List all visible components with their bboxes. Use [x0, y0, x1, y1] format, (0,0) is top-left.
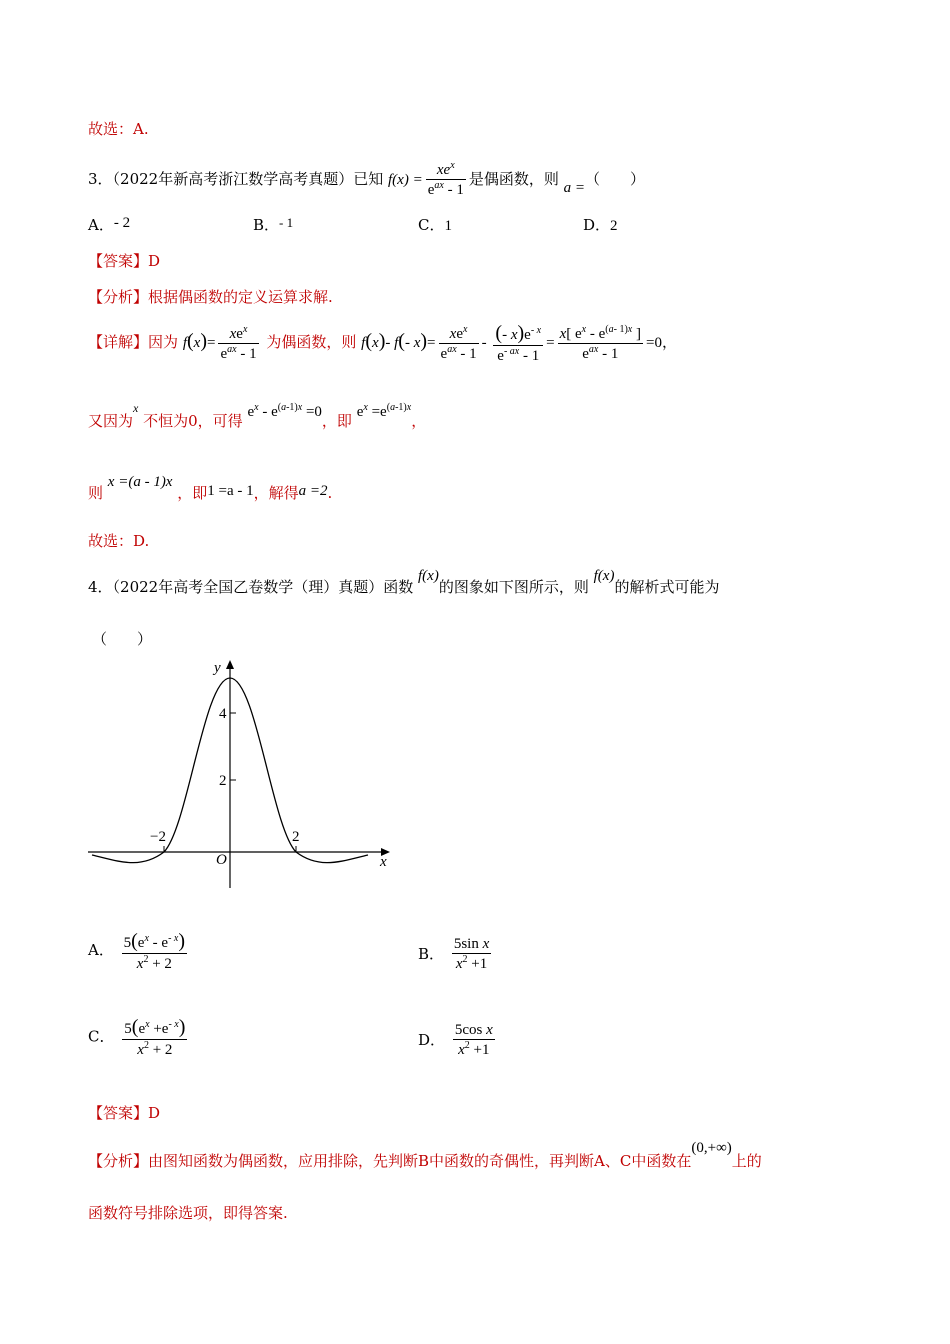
q4-stem — [88, 568, 720, 597]
analysis-text: 根据偶函数的定义运算求解. — [148, 288, 333, 306]
answer-tag: 【答案】 — [88, 1104, 149, 1122]
answer-value: D — [148, 252, 161, 270]
option-label: A． — [88, 940, 114, 959]
line2-eq1-rhs: =0 — [305, 404, 322, 420]
q4-source: （2022年高考全国乙卷数学（理）真题）函数 — [112, 578, 414, 596]
q3-analysis — [88, 286, 333, 307]
prev-conclusion: 故选：A. — [88, 120, 149, 138]
analysis-interval: (0,+∞) — [691, 1140, 732, 1156]
answer-value: D — [148, 1104, 161, 1122]
q3-a-eq: a = — [563, 179, 585, 196]
q3-answer — [88, 250, 160, 271]
q3-option-a[interactable] — [88, 214, 130, 235]
q3-number: 3． — [88, 169, 113, 188]
line3-c: ，解得 — [253, 484, 299, 502]
option-value: 1 — [444, 218, 452, 234]
option-label: C． — [418, 216, 445, 234]
line2-a: 又因为 — [88, 412, 134, 430]
q3-detail-line2 — [88, 401, 427, 431]
q4-fx-2: f(x) — [593, 568, 615, 584]
line3-eq2: 1 =a - 1 — [207, 483, 254, 499]
q4-analysis-line2: 函数符号排除选项，即得答案. — [88, 1204, 288, 1222]
analysis-tag: 【分析】 — [88, 288, 149, 306]
answer-tag: 【答案】 — [88, 252, 149, 270]
option-value: 2 — [610, 218, 618, 234]
line3-a: 则 — [88, 484, 104, 502]
line3-d: . — [327, 484, 333, 502]
q3-frac-den-tail: - 1 — [443, 182, 464, 199]
q3-detail — [88, 322, 677, 365]
line3-eq: x =(a - 1)x — [107, 474, 173, 490]
q3-option-c[interactable] — [418, 214, 452, 235]
q3-frac-num-sup: x — [450, 160, 455, 171]
line2-x: x — [133, 401, 139, 415]
option-fraction: $\frac{\text{5cos x}}{x^2 +1}$ — [454, 1022, 493, 1059]
line2-eq2: $e^x =e^{(a-1)x}$ — [356, 402, 412, 420]
q3-frac-den: e — [427, 182, 435, 199]
y-axis-arrow — [226, 660, 234, 669]
y-tick-label-2: 2 — [219, 773, 227, 789]
q3-source: （2022年新高考浙江数学高考真题）已知 — [112, 169, 384, 188]
x-label: x — [380, 854, 387, 870]
line3-b: ，即 — [177, 484, 208, 502]
q4-analysis — [88, 1140, 762, 1171]
detail-eq1: f(x)= $\frac{xe^x}{e^{ax} - 1}$ — [182, 323, 257, 363]
option-label: C． — [88, 1027, 115, 1046]
detail-because: 因为 — [148, 333, 179, 352]
q4-blank: （ ） — [92, 630, 153, 648]
q4-option-d[interactable] — [418, 1022, 498, 1060]
option-value: - 1 — [279, 215, 294, 230]
option-fraction: $\frac{\text{5sin x}}{x^2 +1}$ — [453, 936, 490, 973]
q4-answer — [88, 1102, 160, 1123]
detail-is-even: 为偶函数，则 — [266, 333, 357, 352]
q3-option-b[interactable] — [253, 214, 293, 235]
q3-fx-label: f(x) = — [388, 171, 423, 188]
line2-b: 不恒为0，可得 — [143, 412, 243, 430]
analysis-tag: 【分析】 — [88, 1152, 149, 1170]
q4-fx-1: f(x) — [418, 568, 439, 584]
y-label: y — [214, 660, 221, 676]
q3-option-d[interactable] — [583, 214, 618, 235]
q3-stem — [88, 160, 645, 200]
q3-mid-text: 是偶函数，则 — [468, 169, 559, 188]
y-tick-label-4: 4 — [219, 706, 227, 722]
origin-label: O — [216, 852, 227, 868]
q4-number: 4． — [88, 578, 113, 596]
q4-function-graph — [84, 656, 394, 896]
x-tick-label-2: 2 — [292, 829, 300, 845]
line2-eq1: $e^x - e^{(a-1)x} =0$ — [247, 402, 322, 420]
option-label: B． — [253, 216, 280, 234]
detail-tag: 【详解】 — [88, 333, 149, 352]
q4-text2: 的解析式可能为 — [614, 578, 720, 596]
q3-blank: （ ） — [585, 169, 646, 188]
q4-text1: 的图象如下图所示，则 — [438, 578, 589, 596]
detail-eq-zero: =0， — [646, 335, 677, 352]
option-fraction: $\frac{5(e^x - e^{- x})}{x^2 + 2}$ — [123, 930, 186, 972]
option-label: B． — [418, 944, 445, 963]
q4-option-b[interactable] — [418, 936, 494, 974]
option-label: D． — [583, 216, 611, 234]
option-label: A． — [88, 216, 114, 234]
option-fraction: $\frac{5(e^x +e^{- x})}{x^2 + 2}$ — [124, 1016, 186, 1058]
detail-eq2: f(x)- f(- x)= $\frac{xe^x}{e^{ax} - 1}$ - $\frac{(- x)e^{- x}}{e^{- ax} - 1}$ = $\frac{x[ e^x - e^{(a- 1)x} ]}{e^{ax} - 1}$ — [361, 322, 641, 364]
q3-conclusion: 故选：D. — [88, 532, 150, 550]
analysis-text-a: 由图知函数为偶函数，应用排除，先判断B中函数的奇偶性，再判断A、C中函数在 — [148, 1152, 692, 1170]
q3-fraction — [426, 160, 466, 200]
option-value: - 2 — [113, 215, 131, 231]
x-tick-label-neg2: −2 — [150, 829, 166, 845]
line3-eq3: a =2 — [298, 483, 328, 499]
analysis-text-b: 上的 — [731, 1152, 762, 1170]
line2-d: ， — [411, 412, 427, 430]
q3-detail-line3 — [88, 474, 333, 503]
option-label: D． — [418, 1030, 446, 1049]
line2-c: ，即 — [321, 412, 352, 430]
q3-frac-den-sup: ax — [434, 180, 444, 192]
q3-frac-num: xe — [436, 162, 451, 178]
q4-option-c[interactable] — [88, 1016, 190, 1059]
q4-option-a[interactable] — [88, 930, 190, 973]
